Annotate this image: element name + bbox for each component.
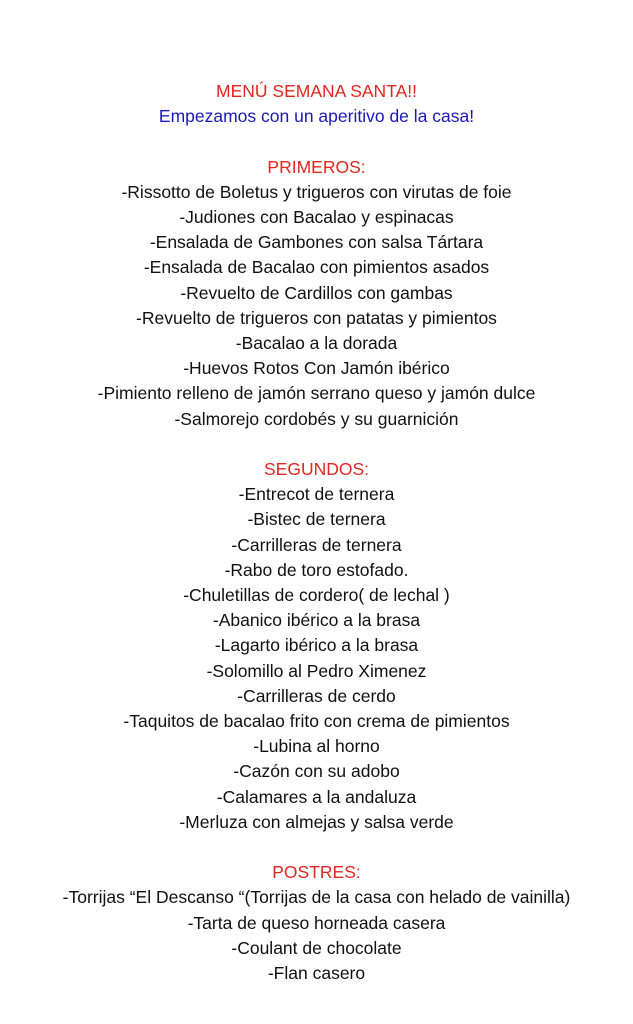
spacer xyxy=(0,835,633,860)
section-heading-segundos: SEGUNDOS: xyxy=(263,459,370,480)
section-heading-postres: POSTRES: xyxy=(272,862,361,883)
section-segundos xyxy=(0,457,633,835)
section-heading-primeros: PRIMEROS: xyxy=(267,156,366,177)
dish-item: -Carrilleras de cerdo xyxy=(237,685,396,706)
dish-item: -Carrilleras de ternera xyxy=(231,534,402,555)
dish-item: -Rabo de toro estofado. xyxy=(224,559,409,580)
dish-item: -Chuletillas de cordero( de lechal ) xyxy=(183,585,450,606)
dish-item: -Revuelto de trigueros con patatas y pimientos xyxy=(136,307,497,328)
dish-item: -Abanico ibérico a la brasa xyxy=(212,610,421,631)
dish-item: -Flan casero xyxy=(267,963,366,984)
dish-item: -Cazón con su adobo xyxy=(233,761,400,782)
dish-item: -Coulant de chocolate xyxy=(231,937,402,958)
section-primeros xyxy=(0,155,633,432)
dish-list-segundos xyxy=(0,482,633,835)
dish-item: -Huevos Rotos Con Jamón ibérico xyxy=(183,358,450,379)
dish-item: -Lagarto ibérico a la brasa xyxy=(214,635,419,656)
dish-item: -Rissotto de Boletus y trigueros con virutas de foie xyxy=(121,181,512,202)
dish-item: -Torrijas “El Descanso “(Torrijas de la casa con helado de vainilla) xyxy=(62,887,571,908)
dish-item: -Pimiento relleno de jamón serrano queso y jamón dulce xyxy=(97,383,536,404)
section-postres xyxy=(0,860,633,986)
dish-item: -Tarta de queso horneada casera xyxy=(187,912,446,933)
dish-item: -Revuelto de Cardillos con gambas xyxy=(180,282,453,303)
dish-item: -Ensalada de Gambones con salsa Tártara xyxy=(149,232,484,253)
spacer xyxy=(0,432,633,457)
dish-item: -Merluza con almejas y salsa verde xyxy=(179,811,454,832)
dish-item: -Salmorejo cordobés y su guarnición xyxy=(174,408,459,429)
dish-item: -Entrecot de ternera xyxy=(238,484,395,505)
dish-item: -Bistec de ternera xyxy=(247,509,386,530)
menu-title: MENÚ SEMANA SANTA!! xyxy=(216,81,417,101)
dish-item: -Taquitos de bacalao frito con crema de pimientos xyxy=(123,711,510,732)
dish-item: -Ensalada de Bacalao con pimientos asados xyxy=(143,257,490,278)
dish-list-primeros xyxy=(0,180,633,432)
dish-item: -Bacalao a la dorada xyxy=(235,333,398,354)
dish-item: -Calamares a la andaluza xyxy=(216,786,417,807)
spacer xyxy=(0,129,633,154)
dish-item: -Lubina al horno xyxy=(253,736,380,757)
dish-list-postres xyxy=(0,885,633,986)
dish-item: -Solomillo al Pedro Ximenez xyxy=(206,660,427,681)
dish-item: -Judiones con Bacalao y espinacas xyxy=(179,207,454,227)
menu-intro: Empezamos con un aperitivo de la casa! xyxy=(158,106,475,127)
